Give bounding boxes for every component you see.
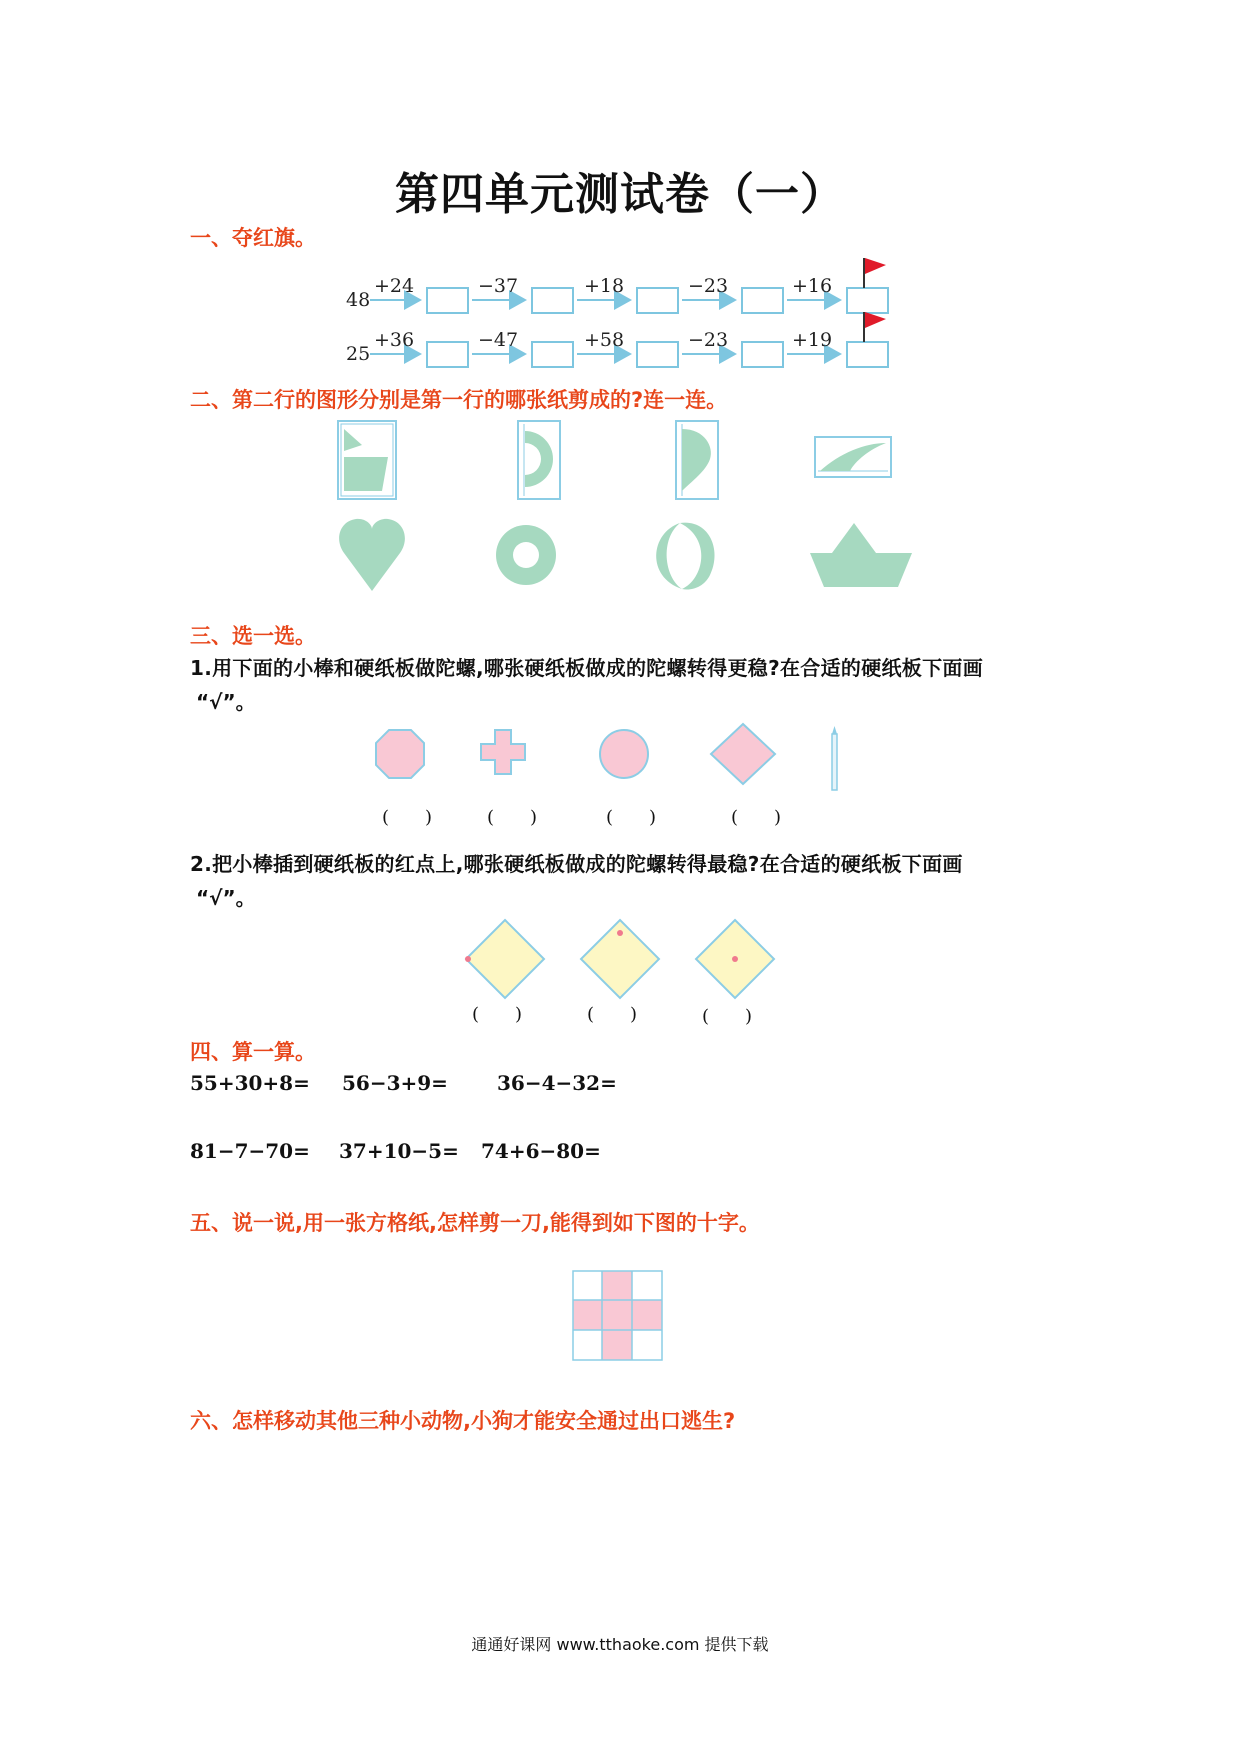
row1-op-2: −37 xyxy=(478,275,519,297)
heart-shape xyxy=(339,519,405,591)
answer-box[interactable] xyxy=(637,288,678,313)
math-problem: 56−3+9= xyxy=(342,1071,448,1095)
answer-box[interactable] xyxy=(532,342,573,367)
answer-box[interactable] xyxy=(742,288,783,313)
flag-chain-row-2 xyxy=(346,312,888,367)
row1-op-5: +16 xyxy=(792,275,833,297)
section-1-heading: 一、夺红旗。 xyxy=(190,226,316,250)
math-problem: 36−4−32= xyxy=(497,1071,617,1095)
row1-op-1: +24 xyxy=(374,275,415,297)
answer-paren-4[interactable]: ( ) xyxy=(731,807,782,828)
flag-chain-row-1 xyxy=(346,258,888,313)
folded-paper-3 xyxy=(676,421,718,499)
row1-op-4: −23 xyxy=(688,275,729,297)
red-dot xyxy=(732,956,738,962)
answer-box[interactable] xyxy=(847,342,888,367)
flag-chain-diagram xyxy=(330,252,910,372)
folded-paper-4 xyxy=(815,437,891,477)
crescent-shape xyxy=(656,523,714,590)
answer-paren-1[interactable]: ( ) xyxy=(382,807,433,828)
section-3-heading: 三、选一选。 xyxy=(190,624,316,648)
row2-op-4: −23 xyxy=(688,329,729,351)
folded-paper-2 xyxy=(518,421,560,499)
row2-op-2: −47 xyxy=(478,329,519,351)
section-2-heading: 二、第二行的图形分别是第一行的哪张纸剪成的?连一连。 xyxy=(190,388,728,412)
answer-paren-5[interactable]: ( ) xyxy=(472,1004,523,1025)
octagon-card[interactable] xyxy=(376,730,424,778)
answer-box[interactable] xyxy=(847,288,888,313)
stick-icon xyxy=(832,726,837,790)
spinning-top-cards xyxy=(365,722,885,794)
row2-op-3: +58 xyxy=(584,329,625,351)
row2-op-1: +36 xyxy=(374,329,415,351)
folded-paper-1 xyxy=(338,421,396,499)
question-3-1-text-cont: “√”。 xyxy=(196,690,256,714)
red-flag-icon xyxy=(864,312,886,342)
row1-start-number: 48 xyxy=(346,289,371,311)
cross-card[interactable] xyxy=(481,730,525,774)
cross-grid-paper xyxy=(572,1270,664,1362)
answer-box[interactable] xyxy=(742,342,783,367)
row2-start-number: 25 xyxy=(346,343,371,365)
diamond-card-edge-dot[interactable] xyxy=(466,920,544,998)
answer-paren-7[interactable]: ( ) xyxy=(702,1006,753,1027)
red-dot xyxy=(465,956,471,962)
ring-shape xyxy=(496,525,556,585)
answer-box[interactable] xyxy=(532,288,573,313)
math-problem: 55+30+8= xyxy=(190,1071,310,1095)
math-problem: 74+6−80= xyxy=(481,1139,601,1163)
question-3-2-text-cont: “√”。 xyxy=(196,886,256,910)
cross-horizontal xyxy=(573,1300,662,1330)
diamond-card[interactable] xyxy=(711,724,775,784)
answer-paren-6[interactable]: ( ) xyxy=(587,1004,638,1025)
circle-card[interactable] xyxy=(600,730,648,778)
answer-box[interactable] xyxy=(427,288,468,313)
boat-shape xyxy=(810,523,912,587)
answer-box[interactable] xyxy=(427,342,468,367)
question-3-2-text: 2.把小棒插到硬纸板的红点上,哪张硬纸板做成的陀螺转得最稳?在合适的硬纸板下面画 xyxy=(190,852,963,876)
question-3-1-text: 1.用下面的小棒和硬纸板做陀螺,哪张硬纸板做成的陀螺转得更稳?在合适的硬纸板下面画 xyxy=(190,656,984,680)
answer-box[interactable] xyxy=(637,342,678,367)
math-problem: 81−7−70= xyxy=(190,1139,310,1163)
row1-op-3: +18 xyxy=(584,275,625,297)
footer-source: 通通好课网 www.tthaoke.com 提供下载 xyxy=(471,1635,769,1654)
math-problem: 37+10−5= xyxy=(339,1139,459,1163)
section-4-heading: 四、算一算。 xyxy=(190,1040,316,1064)
section-6-heading: 六、怎样移动其他三种小动物,小狗才能安全通过出口逃生? xyxy=(190,1409,736,1433)
page-title: 第四单元测试卷（一） xyxy=(395,169,845,220)
answer-paren-2[interactable]: ( ) xyxy=(487,807,538,828)
red-flag-icon xyxy=(864,258,886,288)
red-dot xyxy=(617,930,623,936)
answer-paren-3[interactable]: ( ) xyxy=(606,807,657,828)
paper-cutting-diagram xyxy=(320,415,920,600)
red-dot-cards xyxy=(460,918,790,1004)
section-5-heading: 五、说一说,用一张方格纸,怎样剪一刀,能得到如下图的十字。 xyxy=(190,1211,760,1235)
row2-op-5: +19 xyxy=(792,329,833,351)
